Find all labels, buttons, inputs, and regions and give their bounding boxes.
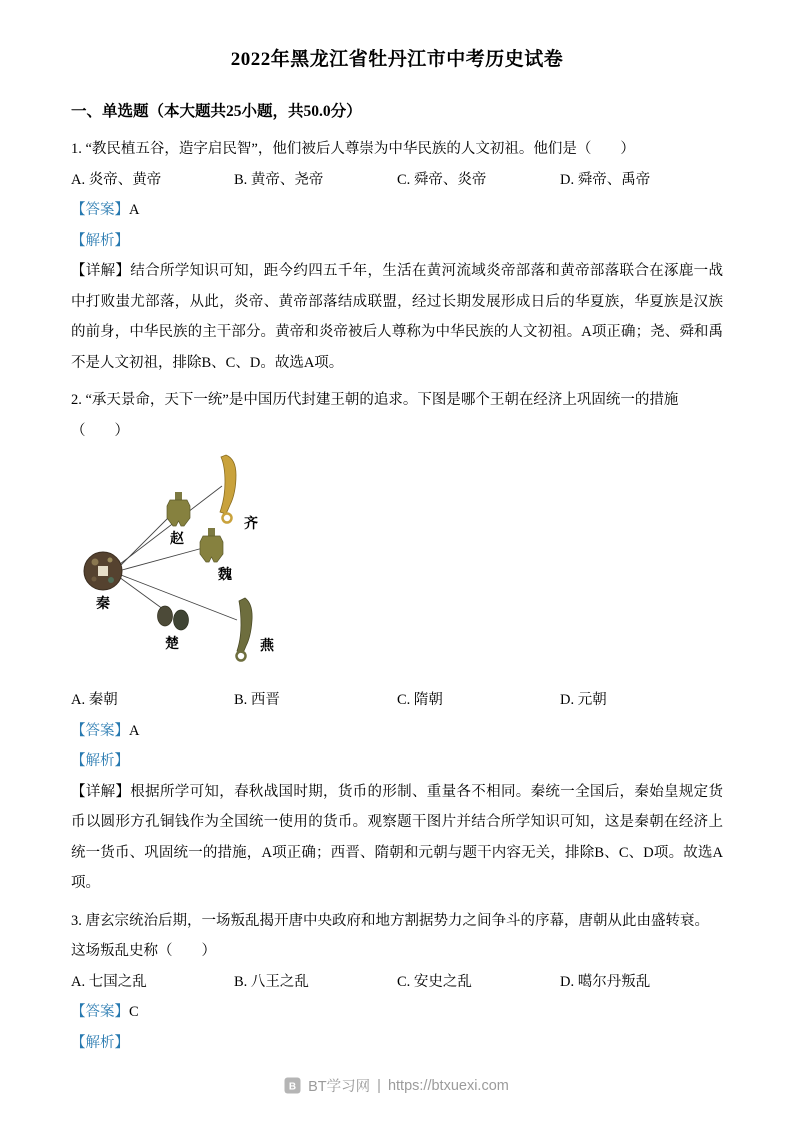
footer-logo-icon <box>284 1077 301 1094</box>
question-1-options <box>71 165 723 196</box>
qin-label: 秦 <box>96 597 110 612</box>
question-3-option-b: B. 八王之乱 <box>234 973 309 990</box>
yan-knife-money <box>237 598 276 661</box>
section-header: 一、单选题（本大题共25小题，共50.0分） <box>71 103 362 120</box>
question-2-answer-line <box>71 716 723 747</box>
qi-knife-money <box>220 455 258 532</box>
question-3 <box>71 906 723 1059</box>
question-2 <box>71 385 723 899</box>
question-1-option-c: C. 舜帝、炎帝 <box>397 171 487 188</box>
question-2-stem: 2. “承天景命，天下一统”是中国历代封建王朝的追求。下图是哪个王朝在经济上巩固统一的措施（ ） <box>71 392 679 439</box>
qin-coin <box>84 552 122 612</box>
chu-ant-nose-money <box>158 606 189 652</box>
analysis-label: 【解析】 <box>71 232 129 249</box>
question-1-option-d: D. 舜帝、禹帝 <box>560 171 651 188</box>
analysis-label: 【解析】 <box>71 1034 129 1051</box>
wei-spade-money <box>200 528 232 583</box>
answer-value: A <box>129 202 140 218</box>
zhao-spade-money <box>167 492 190 547</box>
footer-site-name: BT学习网 <box>308 1079 371 1095</box>
page-title: 2022年黑龙江省牡丹江市中考历史试卷 <box>230 49 564 70</box>
footer-url-link[interactable]: https://btxuexi.com <box>387 1077 509 1094</box>
question-1 <box>71 134 723 378</box>
question-3-option-a: A. 七国之乱 <box>71 973 147 990</box>
question-2-detail: 【详解】根据所学可知，春秋战国时期，货币的形制、重量各不相同。秦统一全国后，秦始皇规定货币以圆形方孔铜钱作为全国统一使用的货币。观察题干图片并结合所学知识可知，这是秦朝在经济上统一货币、巩固统一的措施，A项正确；西晋、隋朝和元朝与题干内容无关，排除B、C、D项。故选A项。 <box>71 783 723 891</box>
question-3-option-c: C. 安史之乱 <box>397 973 472 990</box>
question-3-option-d: D. 噶尔丹叛乱 <box>560 973 651 990</box>
wei-label: 魏 <box>218 568 232 583</box>
question-2-option-a: A. 秦朝 <box>71 692 118 708</box>
yan-label: 燕 <box>260 639 274 654</box>
answer-label: 【答案】 <box>71 722 129 739</box>
question-3-stem: 3. 唐玄宗统治后期，一场叛乱揭开唐中央政府和地方割据势力之间争斗的序幕，唐朝从此由盛转衰。这场叛乱史称（ ） <box>71 912 709 959</box>
question-2-analysis-line <box>71 746 723 777</box>
zhao-label: 赵 <box>170 532 184 547</box>
svg-text:B: B <box>289 1081 297 1093</box>
question-2-option-d: D. 元朝 <box>560 692 607 708</box>
question-1-option-b: B. 黄帝、尧帝 <box>234 171 324 188</box>
question-3-answer-line <box>71 997 723 1028</box>
question-1-stem: 1. “教民植五谷，造字启民智”，他们被后人尊崇为中华民族的人文初祖。他们是（ ） <box>71 141 635 157</box>
qi-label: 齐 <box>244 517 258 532</box>
question-3-analysis-line <box>71 1028 723 1059</box>
question-1-answer-line <box>71 195 723 226</box>
question-3-options <box>71 967 723 998</box>
answer-label: 【答案】 <box>71 1004 129 1020</box>
currency-diagram <box>77 450 723 675</box>
question-1-detail: 【详解】结合所学知识可知，距今约四五千年，生活在黄河流域炎帝部落和黄帝部落联合在涿鹿一战中打败蚩尤部落，从此，炎帝、黄帝部落结成联盟，经过长期发展形成日后的华夏族，华夏族是汉族的前身，中华民族的主干部分。黄帝和炎帝被后人尊称为中华民族的人文初祖。A项正确；尧、舜和禹不是人文初祖，排除B、C、D。故选A项。 <box>71 263 723 371</box>
question-2-option-c: C. 隋朝 <box>397 692 443 708</box>
answer-value: C <box>129 1004 139 1020</box>
answer-label: 【答案】 <box>71 202 129 218</box>
chu-label: 楚 <box>165 637 179 652</box>
analysis-label: 【解析】 <box>71 753 129 769</box>
question-1-option-a: A. 炎帝、黄帝 <box>71 171 162 188</box>
footer-separator: | <box>377 1077 381 1094</box>
question-2-options <box>71 685 723 716</box>
question-1-analysis-line <box>71 226 723 257</box>
currency-diagram-svg <box>77 450 309 670</box>
footer <box>0 1075 793 1096</box>
question-2-option-b: B. 西晋 <box>234 692 280 708</box>
answer-value: A <box>129 722 140 739</box>
